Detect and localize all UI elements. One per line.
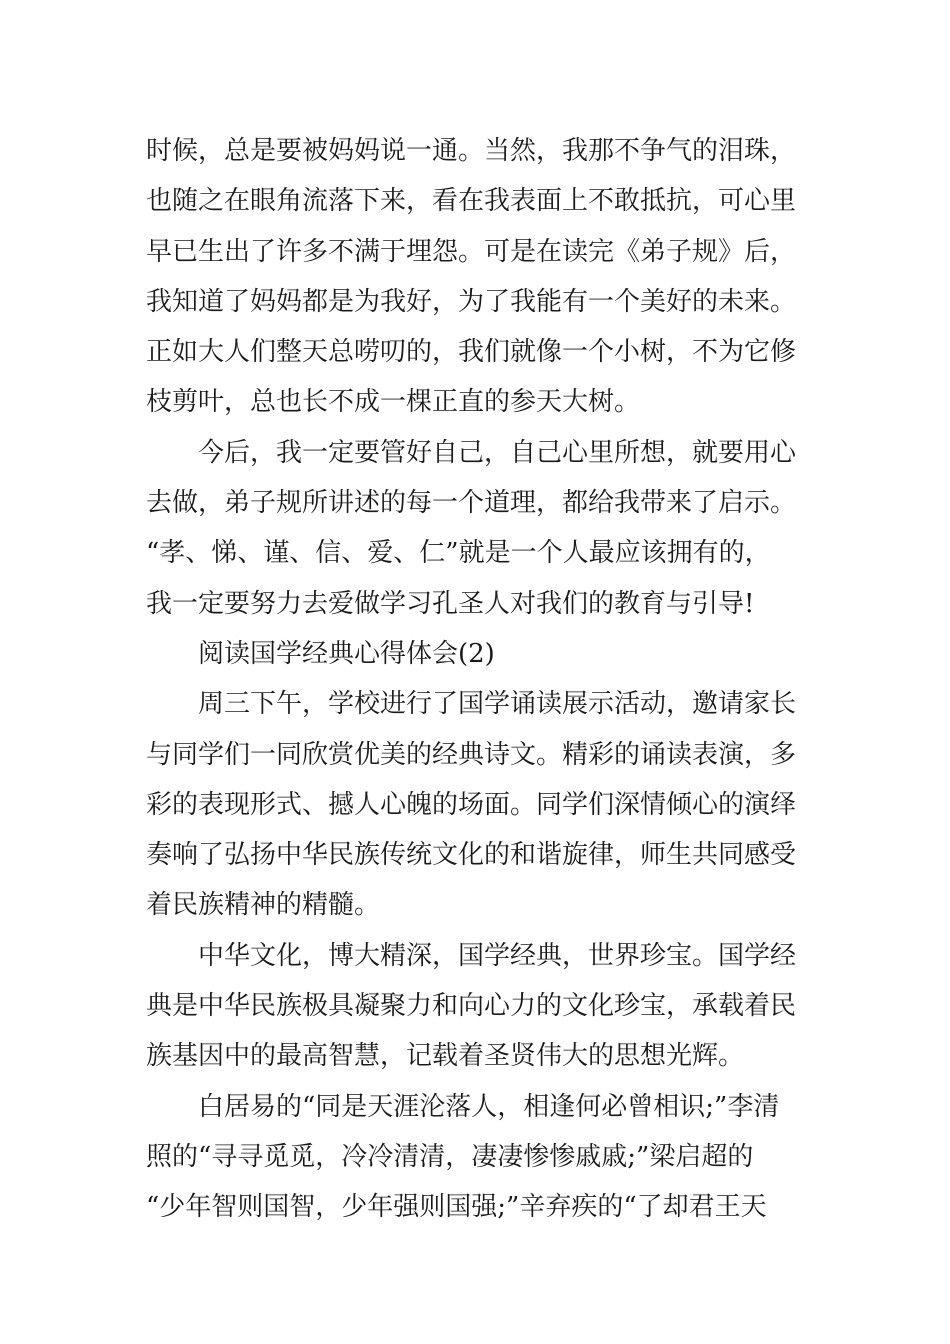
text-line: 着民族精神的精髓。 <box>146 890 381 921</box>
text-line: 奏响了弘扬中华民族传统文化的和谐旋律，师生共同感受 <box>146 840 797 871</box>
section-title: 阅读国学经典心得体会(2) <box>198 638 495 669</box>
essay-body <box>146 126 816 1233</box>
text-line: 正如大人们整天总唠叨的，我们就像一个小树，不为它修 <box>146 337 797 368</box>
text-line: 去做，弟子规所讲述的每一个道理，都给我带来了启示。 <box>146 488 797 519</box>
text-line: 族基因中的最高智慧，记载着圣贤伟大的思想光辉。 <box>146 1041 745 1072</box>
paragraph-first-line: 今后，我一定要管好自己，自己心里所想，就要用心 <box>198 437 797 468</box>
paragraph-first-line: 周三下午，学校进行了国学诵读展示活动，邀请家长 <box>198 689 797 720</box>
text-line: “孝、悌、谨、信、爱、仁”就是一个人最应该拥有的， <box>146 538 771 569</box>
text-line: 我知道了妈妈都是为我好，为了我能有一个美好的未来。 <box>146 286 797 317</box>
text-line: 枝剪叶，总也长不成一棵正直的参天大树。 <box>146 387 641 418</box>
text-line: 也随之在眼角流落下来，看在我表面上不敢抵抗，可心里 <box>146 186 797 217</box>
paragraph-first-line: 中华文化，博大精深，国学经典，世界珍宝。国学经 <box>198 940 797 971</box>
text-line: 时候，总是要被妈妈说一通。当然，我那不争气的泪珠， <box>146 136 797 166</box>
text-line: 典是中华民族极具凝聚力和向心力的文化珍宝，承载着民 <box>146 991 797 1022</box>
text-line: 与同学们一同欣赏优美的经典诗文。精彩的诵读表演，多 <box>146 739 797 770</box>
text-line: “少年智则国智，少年强则国强;”辛弃疾的“了却君王天 <box>146 1192 767 1223</box>
paragraph-first-line: 白居易的“同是天涯沦落人，相逢何必曾相识;”李清 <box>198 1091 780 1122</box>
text-line: 早已生出了许多不满于埋怨。可是在读完《弟子规》后， <box>146 236 797 267</box>
text-line: 照的“寻寻觅觅，冷冷清清，凄凄惨惨戚戚;”梁启超的 <box>146 1141 754 1172</box>
text-line: 我一定要努力去爱做学习孔圣人对我们的教育与引导! <box>146 588 755 619</box>
text-line: 彩的表现形式、撼人心魄的场面。同学们深情倾心的演绎 <box>146 789 797 820</box>
